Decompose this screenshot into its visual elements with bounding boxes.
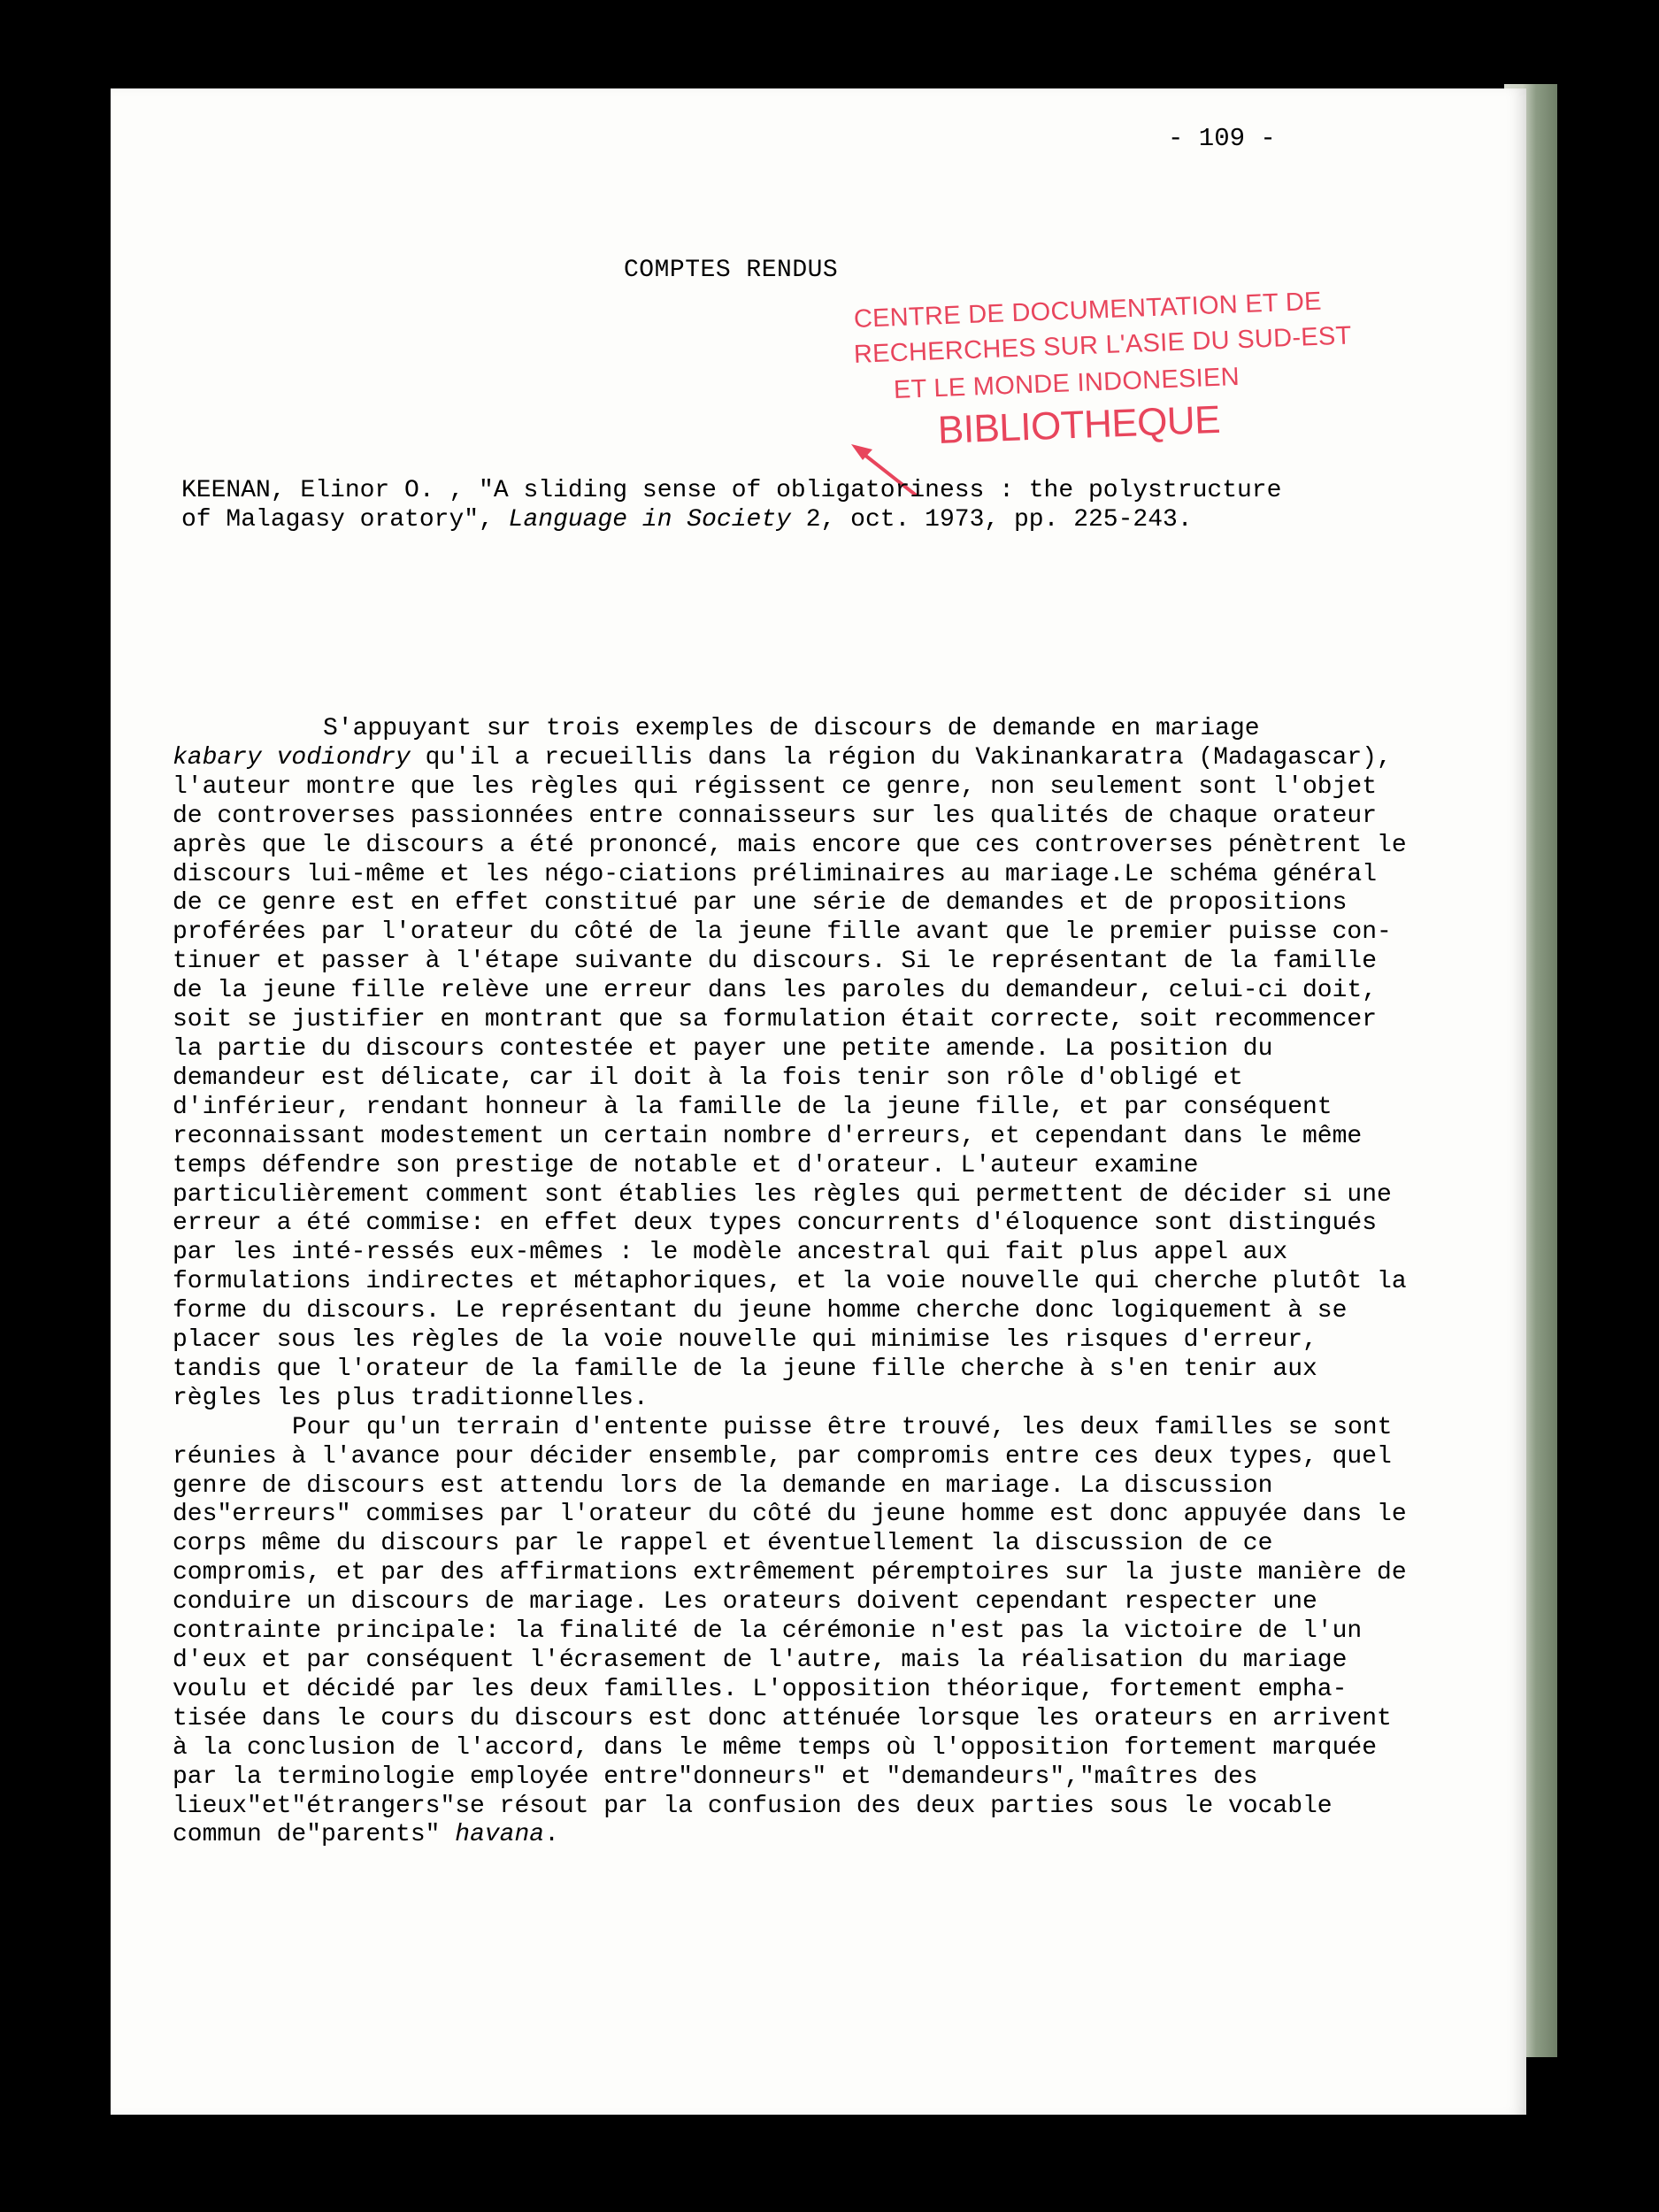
paragraph-2-end: .	[544, 1821, 559, 1849]
review-body	[173, 715, 1411, 1850]
paragraph-1	[173, 715, 1411, 1414]
paragraph-1-text: qu'il a recueillis dans la région du Vakinankaratra (Madagascar), l'auteur montre que les règles qui régissent ce genre, non seulement sont l'objet de controverses passionnées entre connaisseurs sur les qualités de chaque orateur après que le discours a été prononcé, mais encore que ces controverses pénètrent le discours lui-même et les négo-ciations préliminaires au mariage.Le schéma général de ce genre est en effet constitué par une série de demandes et de propositions proférées par l'orateur du côté de la jeune fille avant que le premier puisse con-tinuer et passer à l'étape suivante du discours. Si le représentant de la famille de la jeune fille relève une erreur dans les paroles du demandeur, celui-ci doit, soit se justifier en montrant que sa formulation était correcte, soit recommencer la partie du discours contestée et payer une petite amende. La position du demandeur est délicate, car il doit à la fois tenir son rôle d'obligé et d'inférieur, rendant honneur à la famille de la jeune fille, et par conséquent reconnaissant modestement un certain nombre d'erreurs, et cependant dans le même temps défendre son prestige de notable et d'orateur. L'auteur examine particulièrement comment sont établies les règles qui permettent de décider si une erreur a été commise: en effet deux types concurrents d'éloquence sont distingués par les inté-ressés eux-mêmes : le modèle ancestral qui fait plus appel aux formulations indirectes et métaphoriques, et la voie nouvelle qui cherche plutôt la forme du discours. Le représentant du jeune homme cherche donc logiquement à se placer sous les règles de la voie nouvelle qui minimise les risques d'erreur, tandis que l'orateur de la famille de la jeune fille cherche à s'en tenir aux règles les plus traditionnelles.	[173, 743, 1407, 1412]
page-number: - 109 -	[1168, 124, 1276, 153]
citation	[181, 476, 1464, 534]
stamp-line-2: RECHERCHES SUR L'ASIE DU SUD-EST	[853, 321, 1353, 369]
journal-title: Language in Society	[508, 506, 791, 534]
stamp-line-3: ET LE MONDE INDONESIEN	[893, 362, 1240, 404]
paragraph-2-text: Pour qu'un terrain d'entente puisse être trouvé, les deux familles se sont réunies à l'avance pour décider ensemble, par compromis entre ces deux types, quel genre de discours est attendu lors de la demande en mariage. La discussion des"erreurs" commises par l'orateur du côté du jeune homme est donc appuyée dans le corps même du discours par le rappel et éventuellement la discussion de ce compromis, et par des affirmations extrêmement péremptoires sur la juste manière de conduire un discours de mariage. Les orateurs doivent cependant respecter une contrainte principale: la finalité de la cérémonie n'est pas la victoire de l'un d'eux et par conséquent l'écrasement de l'autre, mais la réalisation du mariage voulu et décidé par les deux familles. L'opposition théorique, fortement empha-tisée dans le cours du discours est donc atténuée lorsque les orateurs en arrivent à la conclusion de l'accord, dans le même temps où l'opposition fortement marquée par la terminologie employée entre"donneurs" et "demandeurs","maîtres des lieux"et"étrangers"se résout par la confusion des deux parties sous le vocable commun de"parents"	[173, 1413, 1407, 1849]
citation-line-1: KEENAN, Elinor O. , "A sliding sense of obligatoriness : the polystructure	[181, 477, 1282, 504]
paragraph-2	[173, 1414, 1411, 1851]
kabary-term: kabary vodiondry	[173, 743, 411, 772]
citation-text: of Malagasy oratory",	[181, 506, 509, 534]
paragraph-1-lead: S'appuyant sur trois exemples de discours de demande en mariage	[323, 715, 1260, 742]
section-title: COMPTES RENDUS	[624, 257, 839, 284]
citation-details: 2, oct. 1973, pp. 225-243.	[790, 506, 1193, 534]
citation-line-2	[181, 505, 1464, 534]
havana-term: havana	[455, 1821, 545, 1849]
library-stamp	[734, 287, 1353, 495]
stamp-line-4: BIBLIOTHEQUE	[937, 397, 1221, 452]
stamp-line-1: CENTRE DE DOCUMENTATION ET DE	[853, 287, 1323, 334]
